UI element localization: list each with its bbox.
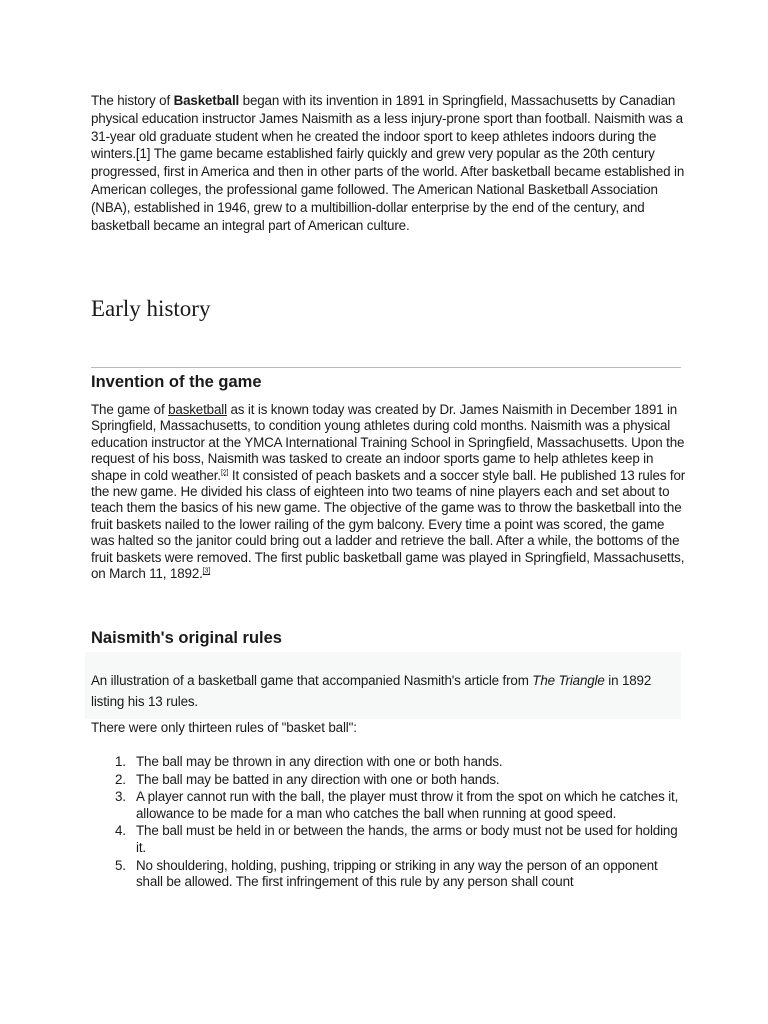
- section-divider: [91, 367, 681, 368]
- rule-text: The ball must be held in or between the hands, the arms or body must not be used for holding it.: [136, 823, 678, 855]
- rule-number: 1.: [115, 754, 126, 769]
- invention-heading: Invention of the game: [91, 373, 262, 391]
- rule-number: 4.: [115, 823, 126, 839]
- intro-text-rest: began with its invention in 1891 in Springfield, Massachusetts by Canadian physical education instructor James Naismith as a less injury-prone sport than football. Naismith was a 31-year old graduate student when he created the indoor sport to keep athletes indoors during the winters.[1] The game became established fairly quickly and grew very popular as the 20th century progressed, first in America and then in other parts of the world. After basketball became established in American colleges, the professional game followed. The American National Basketball Association (NBA), established in 1946, grew to a multibillion-dollar enterprise by the end of the century, and basketball became an integral part of American culture.: [91, 93, 685, 233]
- rule-text: The ball may be thrown in any direction with one or both hands.: [136, 754, 503, 769]
- rules-intro-text: There were only thirteen rules of "basket ball":: [91, 720, 357, 735]
- rule-item: [91, 858, 681, 891]
- rule-item: [91, 789, 681, 822]
- basketball-link[interactable]: basketball: [168, 402, 227, 417]
- invention-paragraph: [91, 402, 691, 582]
- rule-number: 5.: [115, 857, 126, 873]
- early-history-heading: Early history: [91, 296, 211, 321]
- footnote-ref-3[interactable]: [203, 568, 210, 575]
- rule-item: [91, 754, 681, 771]
- invention-text-start: The game of: [91, 402, 169, 417]
- intro-paragraph: [91, 92, 691, 234]
- rule-item: [91, 823, 681, 856]
- caption-publication-title: The Triangle: [532, 673, 605, 688]
- rule-number: 2.: [115, 771, 126, 787]
- intro-text-start: The history of: [91, 93, 174, 108]
- invention-text-end: It consisted of peach baskets and a soccer style ball. He published 13 rules for the new game. He divided his class of eighteen into two teams of nine players each and set about to teach them the basics of his new game. The objective of the game was to throw the basketball into the fruit baskets nailed to the lower railing of the gym balcony. Every time a point was scored, the game was halted so the janitor could bring out a ladder and retrieve the ball. After a while, the bottoms of the fruit baskets were removed. The first public basketball game was played in Springfield, Massachusetts, on March 11, 1892.: [91, 467, 686, 582]
- rule-item: [91, 772, 681, 789]
- caption-text-end: in 1892 listing his 13 rules.: [91, 673, 652, 709]
- footnote-ref-3-link[interactable]: [3]: [202, 567, 211, 575]
- rule-text: No shouldering, holding, pushing, tripping or striking in any way the person of an opponent shall be allowed. The first infringement of this rule by any person shall count: [136, 857, 658, 890]
- intro-bold-term: Basketball: [173, 93, 240, 108]
- caption-text-start: An illustration of a basketball game that accompanied Nasmith's article from: [91, 673, 533, 688]
- rule-text: The ball may be batted in any direction with one or both hands.: [136, 771, 500, 787]
- rules-heading: Naismith's original rules: [91, 629, 282, 647]
- footnote-ref-2-link[interactable]: [2]: [220, 469, 229, 477]
- invention-text-middle: as it is known today was created by Dr. James Naismith in December 1891 in Springfield, Massachusetts, to condition young athletes during cold months. Naismith was a physical education instructor at the YMCA International Training School in Springfield, Massachusetts. Upon the request of his boss, Naismith was tasked to create an indoor sports game to help athletes keep in shape in cold weather.: [91, 402, 685, 483]
- image-caption: [91, 670, 671, 712]
- rule-number: 3.: [115, 789, 126, 805]
- rules-list: [91, 754, 681, 892]
- rule-text: A player cannot run with the ball, the player must throw it from the spot on which he catches it, allowance to be made for a man who catches the ball when running at good speed.: [136, 789, 679, 821]
